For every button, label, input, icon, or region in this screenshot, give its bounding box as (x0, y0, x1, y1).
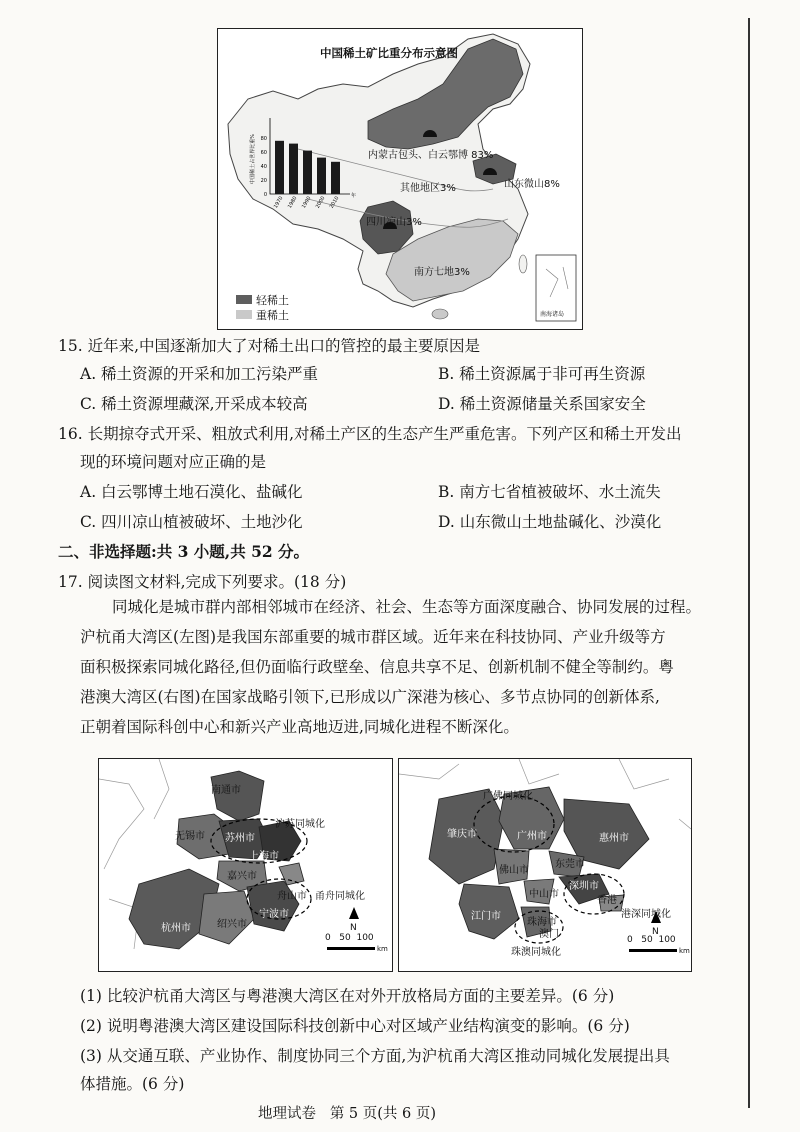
label-gangshen: 港深同城化 (621, 909, 671, 920)
x-tick-label: 1980 (286, 195, 299, 210)
label-dongguan: 东莞市 (555, 859, 585, 870)
q16-option-a[interactable]: A. 白云鄂博土地石漠化、盐碱化 (80, 483, 303, 501)
q16-option-c[interactable]: C. 四川凉山植被破坏、土地沙化 (80, 513, 303, 531)
q15-option-b[interactable]: B. 稀土资源属于非可再生资源 (438, 365, 646, 383)
island-taiwan (519, 255, 527, 273)
rare-earth-map (217, 28, 583, 330)
margin-line (748, 18, 750, 1108)
label-nantong: 南通市 (211, 785, 241, 796)
label-husu: 沪苏同城化 (275, 819, 325, 830)
label-zhuhai: 珠海市 (527, 917, 557, 928)
q17-sub3-line2: 体措施。(6 分) (80, 1075, 185, 1093)
legend-heavy-label: 重稀土 (256, 309, 289, 322)
y-tick-label: 40 (260, 164, 267, 170)
north-label: N (652, 927, 659, 937)
area-nantong (211, 771, 264, 821)
label-suzhou: 苏州市 (225, 833, 255, 844)
label-shaoxing: 绍兴市 (217, 919, 247, 930)
label-jiaxing: 嘉兴市 (227, 871, 257, 882)
label-shenzhen: 深圳市 (569, 881, 599, 892)
scale-unit: km (377, 945, 388, 953)
page-footer: 地理试卷 第 5 页(共 6 页) (258, 1106, 437, 1122)
q15-option-d[interactable]: D. 稀土资源储量关系国家安全 (438, 395, 646, 413)
label-other: 其他地区3% (400, 183, 456, 194)
q17-sub2: (2) 说明粤港澳大湾区建设国际科技创新中心对区域产业结构演变的影响。(6 分) (80, 1017, 630, 1035)
q17-material (80, 592, 730, 742)
label-shandong: 山东微山8% (504, 179, 560, 190)
label-yongzhou: 甬舟同城化 (315, 891, 365, 902)
label-hongkong: 香港 (597, 895, 617, 906)
label-baotou: 内蒙古包头、白云鄂博 83% (368, 150, 494, 161)
label-guangfo: 广佛同城化 (483, 791, 533, 802)
q17-sub1: (1) 比较沪杭甬大湾区与粤港澳大湾区在对外开放格局方面的主要差异。(6 分) (80, 987, 615, 1005)
island-hainan (432, 309, 448, 319)
q16-stem-line2: 现的环境问题对应正确的是 (80, 453, 267, 471)
x-tick-label: 1970 (272, 195, 285, 210)
legend-heavy-swatch (236, 310, 252, 319)
label-guangzhou: 广州市 (517, 831, 547, 842)
q16-stem-line1: 16. 长期掠夺式开采、粗放式利用,对稀土产区的生态产生严重危害。下列产区和稀土开发出 (58, 425, 682, 443)
x-tick-label: 2000 (314, 195, 327, 210)
label-shanghai: 上海市 (249, 851, 279, 862)
bar (331, 162, 340, 194)
q16-option-b[interactable]: B. 南方七省植被破坏、水土流失 (438, 483, 661, 501)
label-jiangmen: 江门市 (471, 911, 501, 922)
q17-para-line: 正朝着国际科创中心和新兴产业高地迈进,同城化进程不断深化。 (80, 718, 519, 736)
label-huizhou: 惠州市 (599, 833, 629, 844)
map-title: 中国稀土矿比重分布示意图 (320, 46, 458, 60)
x-unit-label: 年 (351, 193, 357, 199)
label-wuxi: 无锡市 (175, 831, 205, 842)
right-region-map (398, 758, 692, 972)
q17-para-line: 沪杭甬大湾区(左图)是我国东部重要的城市群区域。近年来在科技协同、产业升级等方 (80, 628, 666, 646)
north-label: N (350, 923, 357, 933)
q17-stem: 17. 阅读图文材料,完成下列要求。(18 分) (58, 573, 347, 591)
q17-para-line: 同城化是城市群内部相邻城市在经济、社会、生态等方面深度融合、协同发展的过程。 (112, 598, 702, 616)
inset-label: 南海诸岛 (540, 311, 565, 318)
scale-label: 0 50 100 (627, 935, 676, 945)
label-sichuan: 四川凉山3% (366, 217, 422, 228)
left-region-map (98, 758, 393, 972)
label-south: 南方七地3% (414, 267, 470, 278)
q16-option-d[interactable]: D. 山东微山土地盐碱化、沙漠化 (438, 513, 662, 531)
y-axis-label: 中国稀土占世界比重% (250, 134, 256, 184)
label-zhaoqing: 肇庆市 (447, 829, 477, 840)
label-foshan: 佛山市 (499, 865, 529, 876)
label-zhoushan: 舟山市 (277, 891, 307, 902)
x-tick-label: 2010 (328, 195, 341, 210)
label-zhuao: 珠澳同城化 (511, 947, 561, 958)
north-arrow-icon (349, 907, 359, 919)
label-hangzhou: 杭州市 (161, 923, 191, 934)
scale-label: 0 50 100 (325, 933, 374, 943)
bar (275, 141, 284, 194)
section-heading: 二、非选择题:共 3 小题,共 52 分。 (58, 542, 310, 561)
bar (317, 158, 326, 194)
scale-bar (327, 947, 375, 950)
q15-stem: 15. 近年来,中国逐渐加大了对稀土出口的管控的最主要原因是 (58, 337, 481, 355)
y-tick-label: 20 (260, 178, 267, 184)
q17-para-line: 面积极探索同城化路径,但仍面临行政壁垒、信息共享不足、创新机制不健全等制约。粤 (80, 658, 674, 676)
y-tick-label: 80 (260, 136, 267, 142)
label-zhongshan: 中山市 (529, 889, 559, 900)
y-tick-label: 0 (263, 192, 267, 198)
q17-para-line: 港澳大湾区(右图)在国家战略引领下,已形成以广深港为核心、多节点协同的创新体系, (80, 688, 660, 706)
scale-unit: km (679, 947, 690, 955)
q15-option-a[interactable]: A. 稀土资源的开采和加工污染严重 (80, 365, 319, 383)
y-tick-label: 60 (260, 150, 267, 156)
q17-sub3-line1: (3) 从交通互联、产业协作、制度协同三个方面,为沪杭甬大湾区推动同城化发展提出具 (80, 1047, 670, 1065)
label-ningbo: 宁波市 (259, 909, 289, 920)
legend-light-label: 轻稀土 (256, 294, 289, 307)
label-macau: 澳门 (539, 929, 559, 940)
legend-light-swatch (236, 295, 252, 304)
scale-bar (629, 949, 677, 952)
bar (303, 151, 312, 194)
x-tick-label: 1990 (300, 195, 313, 210)
bar (289, 144, 298, 194)
q15-option-c[interactable]: C. 稀土资源埋藏深,开采成本较高 (80, 395, 308, 413)
